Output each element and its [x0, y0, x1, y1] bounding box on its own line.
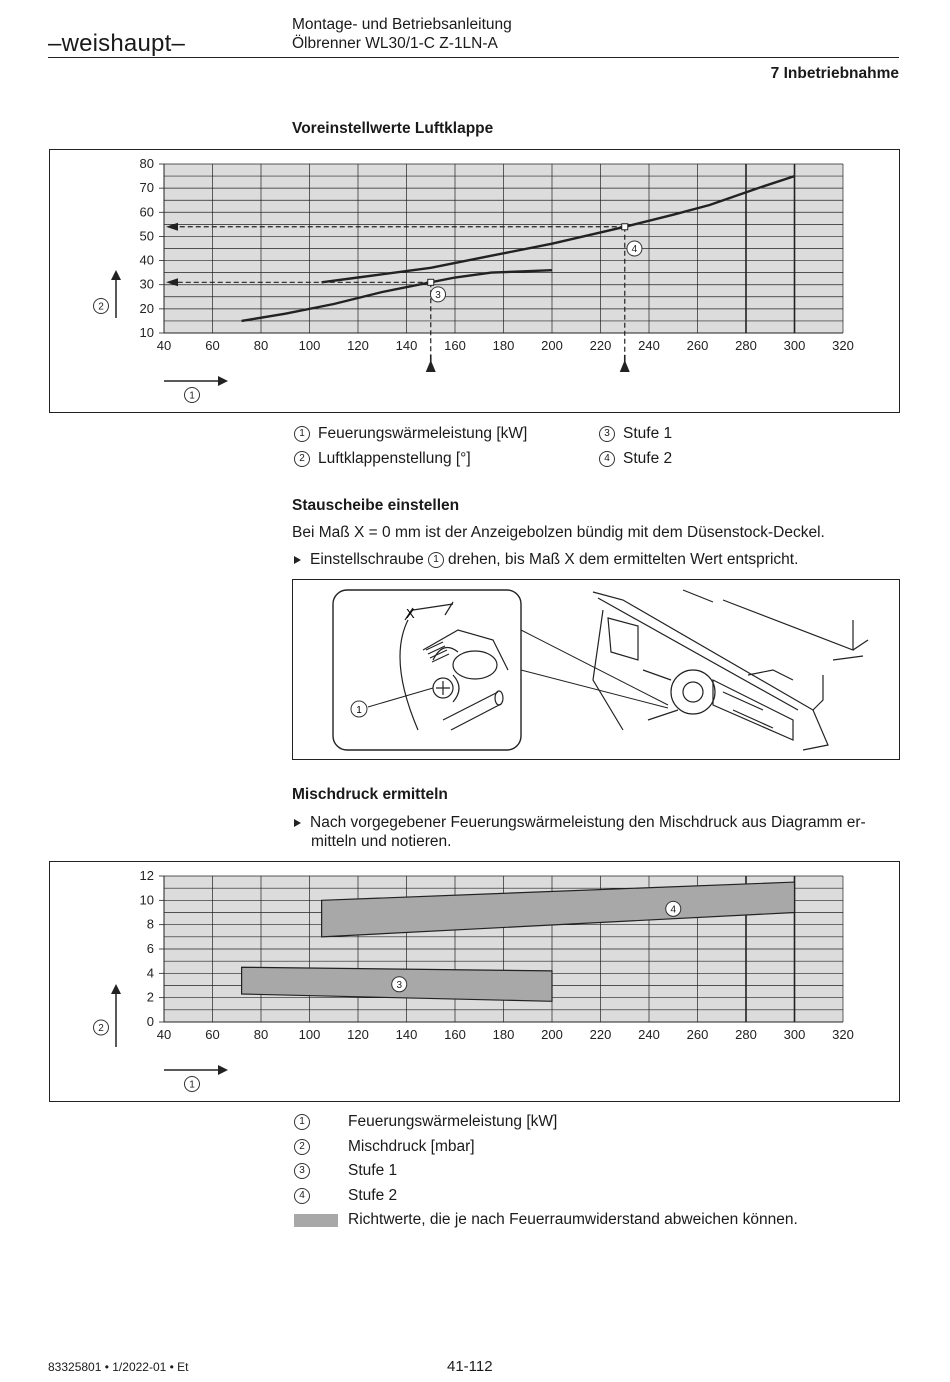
legend-label: Luftklappenstellung [°] — [318, 449, 471, 467]
x-tick-label: 280 — [735, 1027, 757, 1042]
header-line1: Montage- und Betriebsanleitung — [292, 16, 512, 33]
legend-luftklappe-right — [599, 422, 672, 471]
legend-item — [599, 422, 672, 447]
x-axis-label: 1 — [189, 390, 195, 402]
legend-label: Stufe 1 — [348, 1162, 398, 1180]
legend-item — [294, 1208, 798, 1233]
legend-item — [294, 1135, 798, 1160]
x-tick-label: 220 — [589, 338, 612, 353]
legend-label: Stufe 2 — [348, 1186, 398, 1204]
legend-item — [294, 1184, 798, 1209]
legend-number: 2 — [294, 451, 310, 467]
x-tick-label: 180 — [492, 1027, 515, 1042]
legend-number: 3 — [599, 426, 615, 442]
section-title-luftklappe: Voreinstellwerte Luftklappe — [292, 120, 494, 137]
x-tick-label: 320 — [832, 1027, 854, 1042]
y-tick-label: 60 — [139, 204, 154, 220]
gray-swatch — [294, 1214, 338, 1227]
chapter-title: 7 Inbetriebnahme — [770, 65, 899, 82]
brand-logo: –weishaupt– — [48, 30, 185, 57]
x-tick-label: 40 — [156, 338, 172, 353]
legend-label: Stufe 1 — [623, 425, 673, 443]
legend-item — [294, 1159, 798, 1184]
y-tick-label: 12 — [139, 868, 154, 883]
x-tick-label: 200 — [541, 338, 563, 353]
y-tick-label: 4 — [146, 965, 154, 981]
x-tick-label: 140 — [395, 338, 418, 353]
y-axis-arrow-icon — [111, 270, 121, 280]
step-number: 1 — [428, 552, 444, 568]
chart-mischdruck — [50, 862, 899, 1101]
legend-number: 2 — [294, 1139, 310, 1155]
x-tick-label: 240 — [638, 1027, 660, 1042]
x-tick-label: 120 — [347, 1027, 369, 1042]
figure-stauscheibe — [292, 579, 900, 760]
y-tick-label: 40 — [139, 252, 154, 268]
legend-item — [294, 447, 527, 472]
mischdruck-step: Nach vorgegebener Feuerungswärmeleistung den Mischdruck aus Diagramm er- mitteln und notieren. — [294, 813, 866, 851]
x-axis-label: 1 — [189, 1079, 195, 1091]
x-tick-label: 300 — [783, 1027, 806, 1042]
figure-label-x: X — [406, 606, 415, 621]
legend-item — [294, 422, 527, 447]
y-tick-label: 30 — [139, 276, 154, 292]
document-header — [292, 15, 512, 53]
bullet-arrow-icon — [294, 556, 301, 564]
x-tick-label: 320 — [832, 338, 854, 353]
y-tick-label: 6 — [146, 941, 154, 956]
x-tick-label: 200 — [541, 1027, 563, 1042]
x-tick-label: 240 — [638, 338, 660, 353]
x-tick-label: 180 — [492, 338, 515, 353]
legend-number: 1 — [294, 426, 310, 442]
y-tick-label: 80 — [139, 156, 154, 171]
legend-item — [599, 447, 672, 472]
y-tick-label: 50 — [139, 228, 154, 244]
chart-box-luftklappe — [49, 149, 900, 413]
stauscheibe-text: Bei Maß X = 0 mm ist der Anzeigebolzen bündig mit dem Düsenstock-Deckel. — [292, 524, 825, 541]
bullet-arrow-icon — [294, 819, 301, 827]
legend-label: Stufe 2 — [623, 449, 673, 467]
legend-number: 4 — [294, 1188, 310, 1204]
legend-label: Richtwerte, die je nach Feuerraumwiderstand abweichen können. — [348, 1211, 798, 1229]
y-tick-label: 0 — [146, 1014, 154, 1029]
band-label-stage-1: 3 — [396, 979, 403, 991]
guide-point-stage1 — [428, 279, 434, 285]
legend-number: 4 — [599, 451, 615, 467]
y-tick-label: 8 — [146, 916, 154, 932]
y-tick-label: 2 — [146, 989, 154, 1005]
guide-point-stage2 — [622, 224, 628, 230]
x-tick-label: 260 — [686, 338, 709, 353]
x-axis-arrow-icon — [218, 1065, 228, 1075]
chart-box-mischdruck — [49, 861, 900, 1102]
chart-luftklappe — [50, 150, 899, 412]
y-tick-label: 20 — [139, 300, 154, 316]
stauscheibe-step: Einstellschraube 1 drehen, bis Maß X dem ermittelten Wert entspricht. — [294, 550, 798, 569]
x-tick-label: 260 — [686, 1027, 709, 1042]
x-axis-arrow-icon — [218, 376, 228, 386]
x-tick-label: 80 — [253, 1027, 269, 1042]
band-label-stage-2: 4 — [670, 904, 677, 916]
legend-label: Feuerungswärmeleistung [kW] — [318, 425, 528, 443]
x-tick-label: 100 — [298, 338, 321, 353]
burner-illustration — [293, 580, 899, 759]
section-title-stauscheibe: Stauscheibe einstellen — [292, 497, 460, 514]
x-tick-label: 300 — [783, 338, 806, 353]
footer-docnum: 83325801 • 1/2022-01 • Et — [48, 1360, 189, 1374]
series-label-stage-1: 3 — [435, 289, 441, 301]
x-tick-label: 120 — [347, 338, 369, 353]
y-axis-label: 2 — [98, 301, 104, 313]
y-axis-arrow-icon — [111, 984, 121, 994]
x-tick-label: 40 — [156, 1027, 172, 1042]
x-tick-label: 140 — [395, 1027, 418, 1042]
x-tick-label: 280 — [735, 338, 757, 353]
x-tick-label: 220 — [589, 1027, 612, 1042]
header-rule — [48, 57, 899, 58]
section-title-mischdruck: Mischdruck ermitteln — [292, 786, 448, 803]
footer-page: 41-112 — [447, 1358, 493, 1375]
x-tick-label: 160 — [444, 1027, 466, 1042]
legend-mischdruck — [294, 1110, 798, 1233]
legend-item — [294, 1110, 798, 1135]
x-tick-label: 60 — [205, 1027, 220, 1042]
y-tick-label: 70 — [139, 180, 154, 196]
legend-label: Feuerungswärmeleistung [kW] — [348, 1113, 558, 1131]
legend-luftklappe-left — [294, 422, 527, 471]
x-tick-label: 100 — [298, 1027, 321, 1042]
y-axis-label: 2 — [98, 1023, 104, 1034]
y-tick-label: 10 — [139, 892, 154, 908]
y-tick-label: 10 — [139, 325, 154, 340]
legend-label: Mischdruck [mbar] — [348, 1137, 475, 1155]
legend-number: 1 — [294, 1114, 310, 1130]
legend-number: 3 — [294, 1163, 310, 1179]
figure-label-1: 1 — [356, 705, 362, 716]
series-label-stage-2: 4 — [631, 244, 638, 255]
x-tick-label: 160 — [444, 338, 466, 353]
x-tick-label: 60 — [205, 338, 220, 353]
header-line2: Ölbrenner WL30/1-C Z-1LN-A — [292, 35, 498, 52]
x-tick-label: 80 — [253, 338, 269, 353]
